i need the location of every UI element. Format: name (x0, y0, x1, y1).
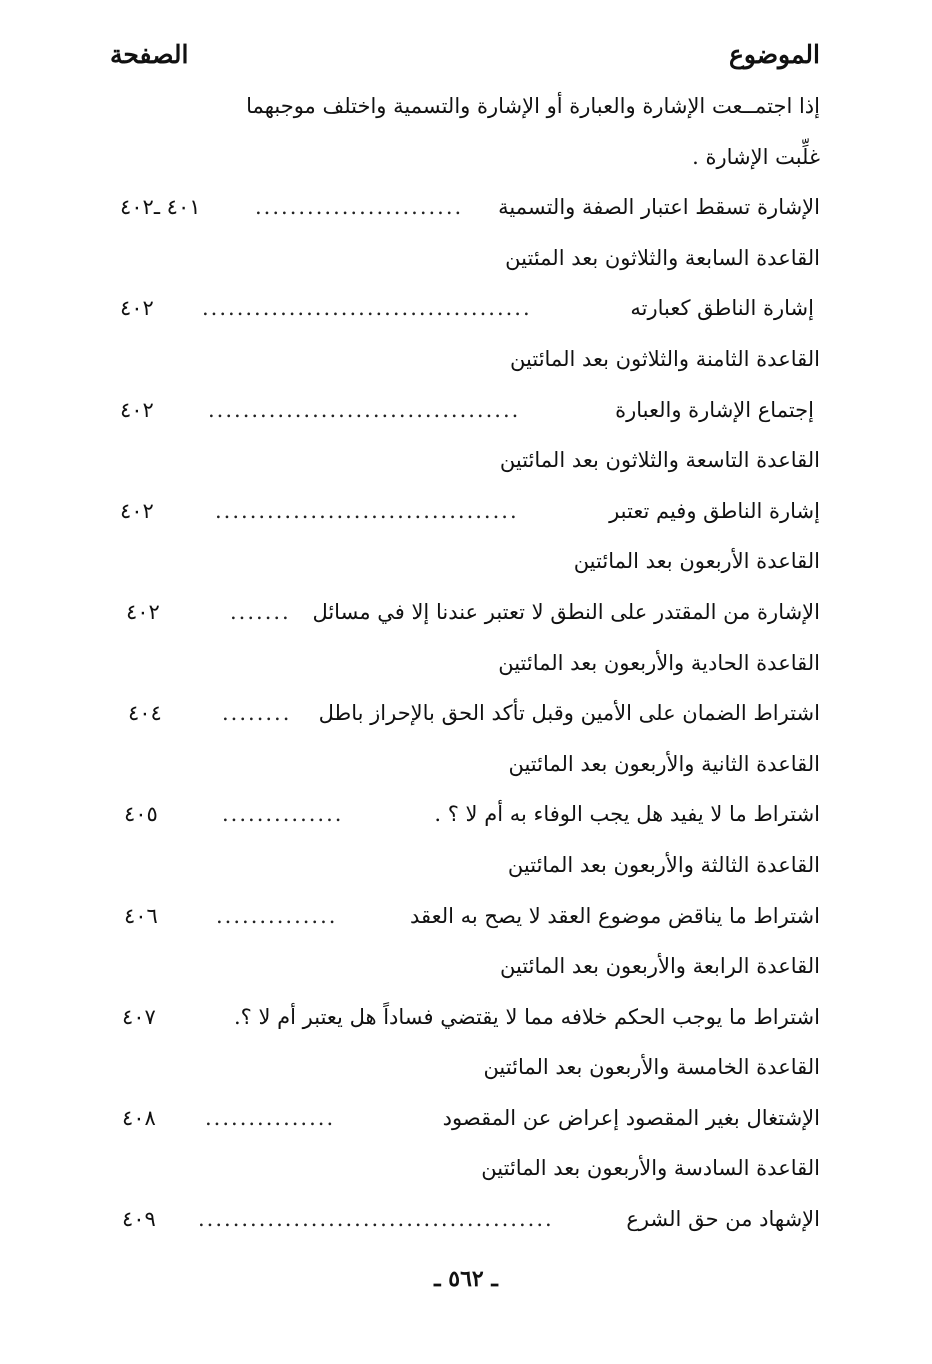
toc-line (110, 1047, 820, 1098)
rule-heading: القاعدة السابعة والثلاثون بعد المئتين (505, 245, 820, 270)
toc-line (110, 541, 820, 592)
toc-entry-text: الإشتغال بغير المقصود إعراض عن المقصود (442, 1105, 820, 1130)
toc-line (110, 794, 820, 845)
toc-line (110, 744, 820, 795)
leader-dots: ......................................... (198, 1207, 554, 1232)
leader-dots: ............... (205, 1105, 336, 1130)
toc-line (110, 997, 820, 1048)
toc-page-number: ٤٠٨ (122, 1105, 156, 1130)
table-of-contents (110, 86, 820, 1250)
leader-dots: .............. (216, 903, 338, 928)
leader-dots: ................................... (215, 498, 519, 523)
toc-line (110, 896, 820, 947)
toc-line (110, 86, 820, 137)
toc-page-number: ٤٠٢ (120, 296, 154, 321)
toc-entry-text: إشارة الناطق وفيم تعتبر (609, 498, 820, 523)
toc-entry-text: اشتراط ما يناقض موضوع العقد لا يصح به العقد (409, 903, 820, 928)
toc-entry-text: الإشارة تسقط اعتبار الصفة والتسمية (498, 195, 820, 220)
toc-entry-text: الإشهاد من حق الشرع (626, 1207, 820, 1232)
toc-line (110, 137, 820, 188)
rule-heading: القاعدة الحادية والأربعون بعد المائتين (498, 650, 820, 675)
toc-page-number: ٤٠٥ (124, 802, 158, 827)
toc-entry-text: اشتراط ما يوجب الحكم خلافه مما لا يقتضي فساداً هل يعتبر أم لا ؟. (234, 1004, 820, 1029)
page-column-label: الصفحة (110, 40, 189, 69)
toc-entry-text: إذا اجتمــعت الإشارة والعبارة أو الإشارة والتسمية واختلف موجبهما (246, 94, 820, 118)
toc-line (110, 187, 820, 238)
toc-line (110, 946, 820, 997)
rule-heading: القاعدة التاسعة والثلاثون بعد المائتين (499, 448, 820, 473)
rule-heading: القاعدة السادسة والأربعون بعد المائتين (481, 1156, 820, 1181)
toc-line (110, 390, 820, 441)
toc-line (110, 693, 820, 744)
toc-page-number: ٤٠٤ (128, 701, 162, 726)
rule-heading: القاعدة الرابعة والأربعون بعد المائتين (499, 954, 820, 979)
page-number-footer: ـ ٥٦٢ ـ (434, 1266, 498, 1292)
rule-heading: القاعدة الخامسة والأربعون بعد المائتين (483, 1055, 820, 1080)
toc-page-number: ٤٠٢ (120, 498, 154, 523)
toc-line (110, 845, 820, 896)
topic-column-label: الموضوع (729, 40, 820, 69)
toc-entry-text: غلِّبت الإشارة . (692, 144, 820, 169)
toc-line (110, 491, 820, 542)
toc-entry-text: الإشارة من المقتدر على النطق لا تعتبر عندنا إلا في مسائل (312, 599, 820, 624)
toc-line (110, 1148, 820, 1199)
toc-line (110, 643, 820, 694)
leader-dots: ........ (222, 701, 292, 726)
toc-line (110, 1199, 820, 1250)
toc-line (110, 238, 820, 289)
toc-entry-text: إشارة الناطق كعبارته (630, 296, 814, 321)
column-header (110, 40, 820, 80)
toc-entry-text: إجتماع الإشارة والعبارة (615, 397, 814, 422)
leader-dots: .................................... (208, 397, 521, 422)
toc-line (110, 1098, 820, 1149)
toc-line (110, 339, 820, 390)
toc-page-number: ٤٠٢ (126, 599, 160, 624)
rule-heading: القاعدة الأربعون بعد المائتين (573, 549, 820, 574)
leader-dots: ....... (230, 599, 291, 624)
toc-line (110, 288, 820, 339)
toc-entry-text: اشتراط الضمان على الأمين وقبل تأكد الحق بالإحراز باطل (318, 701, 820, 726)
leader-dots: .............. (222, 802, 344, 827)
toc-entry-text: اشتراط ما لا يفيد هل يجب الوفاء به أم لا ؟ . (434, 802, 820, 827)
toc-page-number: ٤٠٦ (124, 903, 158, 928)
rule-heading: القاعدة الثامنة والثلاثون بعد المائتين (510, 346, 820, 371)
rule-heading: القاعدة الثانية والأربعون بعد المائتين (508, 751, 820, 776)
toc-line (110, 592, 820, 643)
toc-page-number: ٤٠٩ (122, 1207, 156, 1232)
toc-page-number: ٤٠٧ (122, 1004, 156, 1029)
toc-line (110, 440, 820, 491)
toc-page-number: ٤٠٢ (120, 397, 154, 422)
leader-dots: ...................................... (202, 296, 532, 321)
leader-dots: ........................ (255, 195, 464, 220)
toc-page-number: ٤٠١ ـ٤٠٢ (120, 195, 201, 220)
rule-heading: القاعدة الثالثة والأربعون بعد المائتين (507, 852, 820, 877)
